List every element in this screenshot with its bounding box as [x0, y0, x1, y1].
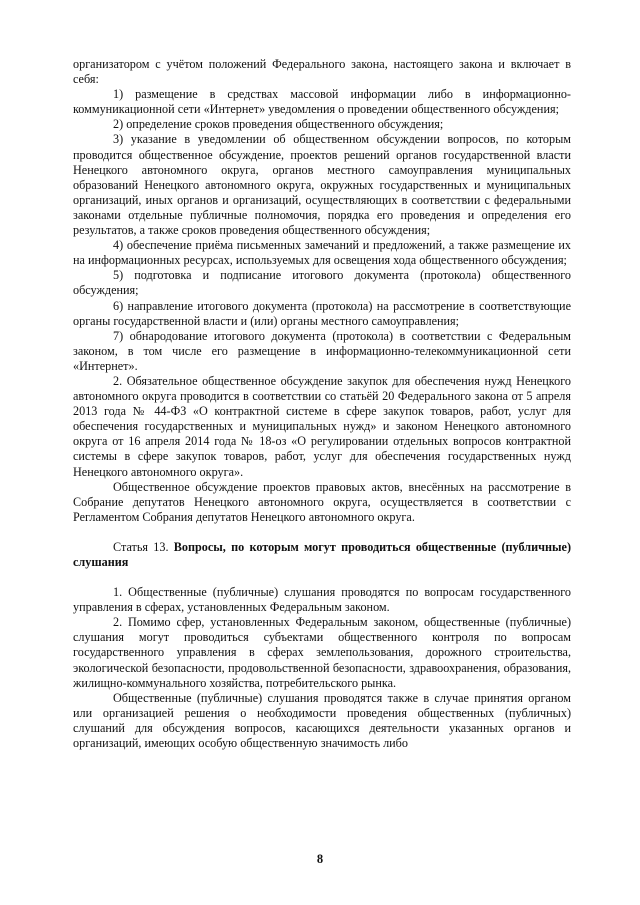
paragraph-intro: организатором с учётом положений Федерального закона, настоящего закона и включает в себя:: [73, 57, 571, 87]
list-item-3: 3) указание в уведомлении об общественном обсуждении вопросов, по которым проводится общественное обсуждение, проектов решений органов государственной власти Ненецкого автономного округа, органов местного самоуправления муниципальных образований Ненецкого автономного округа, окружных государственных и муниципальных организаций, иных органов и организаций, осуществляющих в соответствии с федеральными законами отдельные публичные полномочия, порядка его проведения и определения его результатов, а также сроков проведения общественного обсуждения;: [73, 132, 571, 238]
article-point-1: 1. Общественные (публичные) слушания проводятся по вопросам государственного управления в сферах, установленных Федеральным законом.: [73, 585, 571, 615]
paragraph-regulation: Общественное обсуждение проектов правовых актов, внесённых на рассмотрение в Собрание депутатов Ненецкого автономного округа, осуществляется в соответствии с Регламентом Собрания депутатов Ненецкого автономного округа.: [73, 479, 571, 524]
paragraph-point-2: 2. Обязательное общественное обсуждение закупок для обеспечения нужд Ненецкого автономного округа проводится в соответствии со статьёй 20 Федерального закона от 5 апреля 2013 года № 44-ФЗ «О контрактной системе в сфере закупок товаров, работ, услуг для обеспечения государственных и муниципальных нужд» и законом Ненецкого автономного округа от 16 апреля 2014 года № 18-оз «О регулировании отдельных вопросов контрактной системы в сфере закупок товаров, работ, услуг для обеспечения государственных нужд Ненецкого автономного округа».: [73, 373, 571, 479]
list-item-5: 5) подготовка и подписание итогового документа (протокола) общественного обсуждения;: [73, 268, 571, 298]
article-title: Вопросы, по которым могут проводиться общественные (публичные) слушания: [73, 539, 572, 569]
list-item-4: 4) обеспечение приёма письменных замечаний и предложений, а также размещение их на информационных ресурсах, используемых для освещения хода общественного обсуждения;: [73, 238, 571, 268]
page-number: 8: [316, 852, 324, 866]
list-item-7: 7) обнародование итогового документа (протокола) в соответствии с Федеральным законом, в том числе его размещение в информационно-телекоммуникационной сети «Интернет».: [73, 328, 571, 373]
spacer: [73, 570, 571, 585]
article-paragraph-3: Общественные (публичные) слушания проводятся также в случае принятия органом или организацией решения о необходимости проведения общественных (публичных) слушаний для обсуждения вопросов, касающихся деятельности указанных органов и организаций, имеющих особую общественную значимость либо: [73, 690, 571, 751]
list-item-1: 1) размещение в средствах массовой информации либо в информационно-коммуникационной сети «Интернет» уведомления о проведении общественного обсуждения;: [73, 87, 571, 117]
article-point-2: 2. Помимо сфер, установленных Федеральным законом, общественные (публичные) слушания могут проводиться субъектами общественного контроля по вопросам государственного управления в сферах землепользования, дорожного строительства, экологической безопасности, продовольственной безопасности, здравоохранения, образования, жилищно-коммунального хозяйства, потребительского рынка.: [73, 615, 571, 690]
list-item-6: 6) направление итогового документа (протокола) на рассмотрение в соответствующие органы государственной власти и (или) органы местного самоуправления;: [73, 298, 571, 328]
page-body: [73, 57, 571, 751]
list-item-2: 2) определение сроков проведения общественного обсуждения;: [113, 117, 444, 132]
article-prefix: Статья 13.: [113, 539, 174, 554]
spacer: [73, 525, 571, 540]
article-heading: [73, 540, 571, 570]
